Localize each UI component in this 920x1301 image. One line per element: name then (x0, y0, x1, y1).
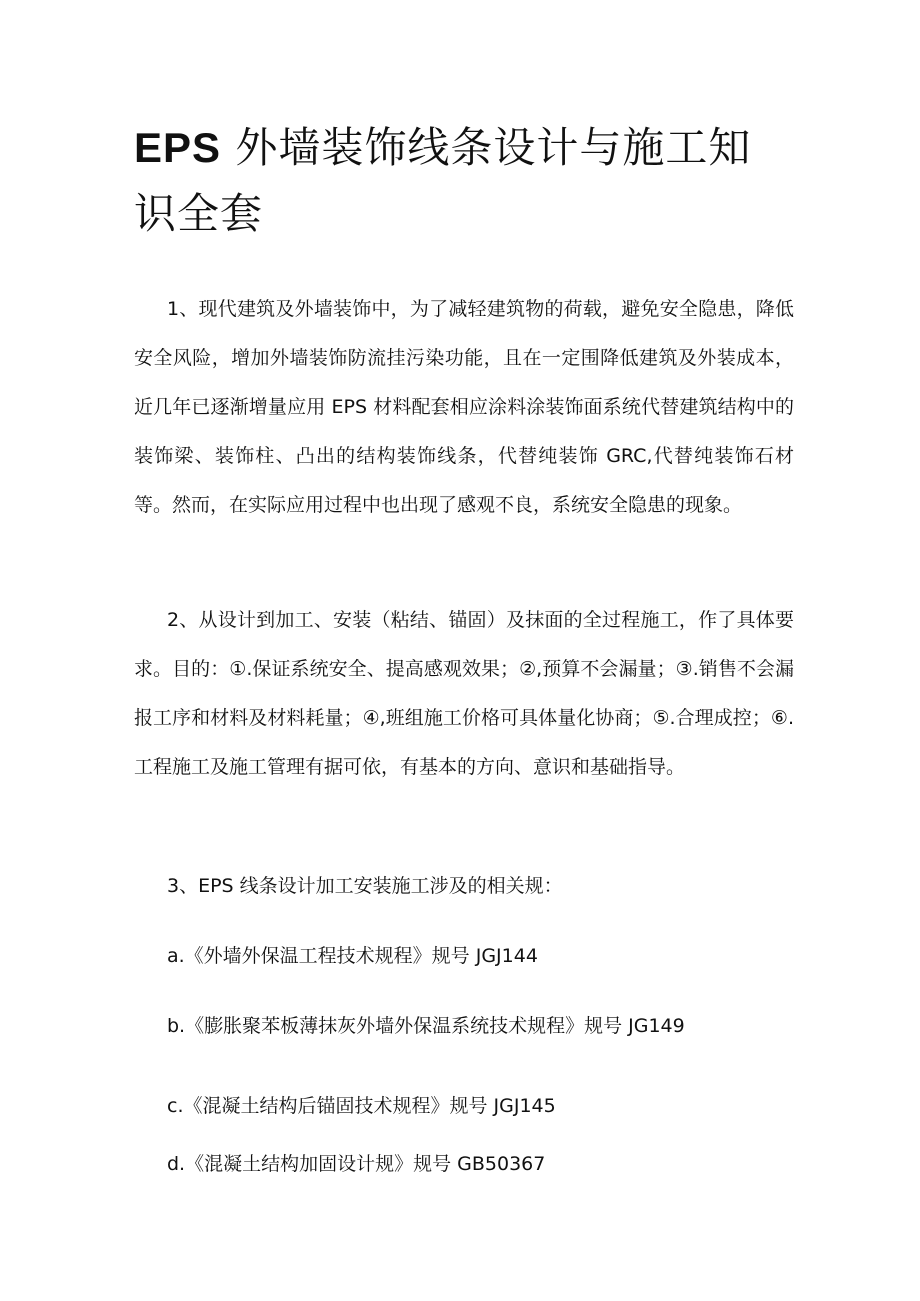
standard-item-a: a.《外墙外保温工程技术规程》规号 JGJ144 (167, 945, 538, 967)
document-title (134, 115, 794, 247)
paragraph-1: 1、现代建筑及外墙装饰中，为了减轻建筑物的荷载，避免安全隐患，降低安全风险，增加外墙装饰防流挂污染功能，且在一定围降低建筑及外装成本，近几年已逐渐增量应用 EPS 材料配套相应涂料涂装饰面系统代替建筑结构中的装饰梁、装饰柱、凸出的结构装饰线条，代替纯装饰 GRC,代替纯装饰石材等。然而，在实际应用过程中也出现了感观不良，系统安全隐患的现象。 (134, 298, 794, 516)
standard-item-d: d.《混凝土结构加固设计规》规号 GB50367 (167, 1153, 546, 1175)
standard-item-b: b.《膨胀聚苯板薄抹灰外墙外保温系统技术规程》规号 JG149 (167, 1015, 685, 1037)
paragraph-2: 2、从设计到加工、安装（粘结、锚固）及抹面的全过程施工，作了具体要求。目的：①.保证系统安全、提高感观效果；②,预算不会漏量；③.销售不会漏报工序和材料及材料耗量；④,班组施工价格可具体量化协商；⑤.合理成控；⑥.工程施工及施工管理有据可依，有基本的方向、意识和基础指导。 (134, 609, 794, 778)
standard-item-c: c.《混凝土结构后锚固技术规程》规号 JGJ145 (167, 1095, 556, 1117)
title-text: 外墙装饰线条设计与施工知识全套 (134, 123, 752, 238)
list-heading: 3、EPS 线条设计加工安装施工涉及的相关规： (167, 875, 563, 897)
title-latin: EPS (134, 124, 222, 171)
